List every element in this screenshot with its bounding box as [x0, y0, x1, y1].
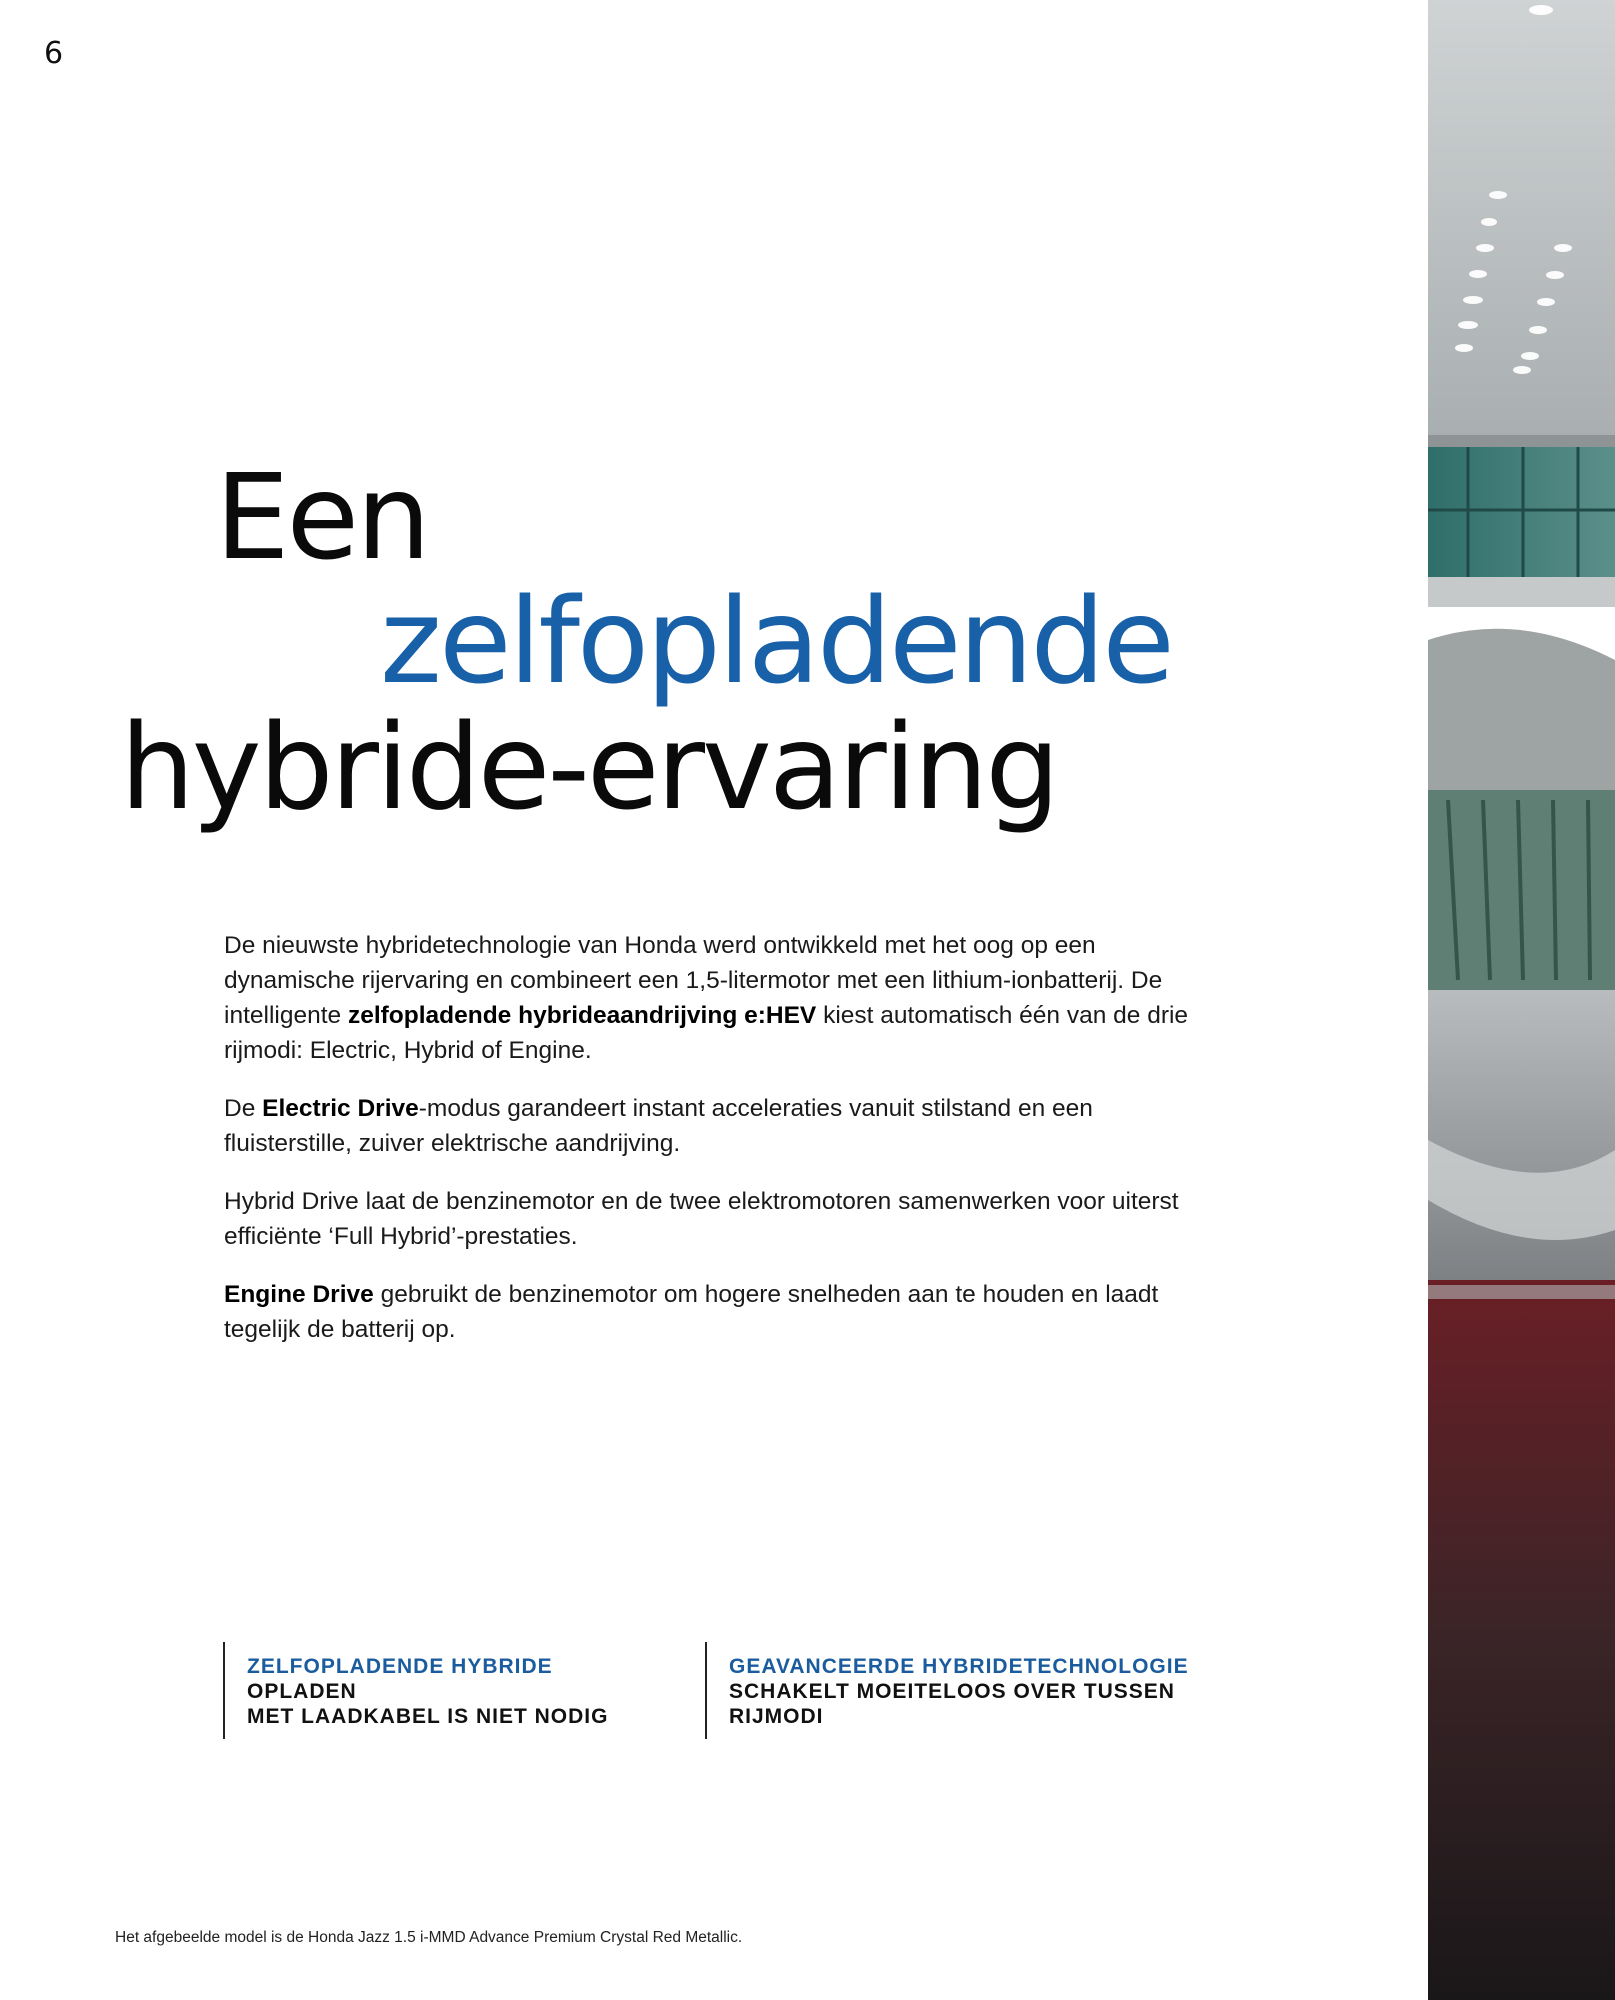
feature-title: GEAVANCEERDE HYBRIDETECHNOLOGIE	[729, 1655, 1189, 1678]
paragraph-intro-text-end: kiest automatisch één van de drie rijmodi: Electric, Hybrid of Engine.	[224, 1002, 1189, 1064]
paragraph-hybrid-drive: Hybrid Drive laat de benzinemotor en de twee elektromotoren samenwerken voor uiterst efficiënte ‘Full Hybrid’-prestaties.	[224, 1188, 1179, 1250]
feature-line: MET LAADKABEL IS NIET NODIG	[247, 1705, 609, 1728]
paragraph-intro	[224, 928, 1214, 1068]
paragraph-electric-text-end: -modus garandeert instant acceleraties vanuit stilstand en een fluisterstille, zuiver elektrische aandrijving.	[224, 1095, 1093, 1157]
feature-self-charging	[223, 1642, 687, 1739]
feature-line: OPLADEN	[247, 1680, 357, 1703]
car-showroom-photo	[1428, 0, 1615, 2000]
headline-line-een: Een	[215, 448, 428, 586]
paragraph-intro-text: De nieuwste hybridetechnologie van Honda werd ontwikkeld met het oog op een dynamische rijervaring en combineert een 1,5-litermotor met een lithium-ionbatterij. De intelligente	[224, 932, 1163, 1029]
paragraph-electric-text: De	[224, 1095, 263, 1122]
paragraph-electric-bold: Electric Drive	[262, 1095, 419, 1122]
feature-title: ZELFOPLADENDE HYBRIDE	[247, 1655, 553, 1678]
feature-line: RIJMODI	[729, 1705, 824, 1728]
paragraph-engine-drive	[224, 1277, 1214, 1347]
paragraph-intro-bold: zelfopladende hybrideaandrijving e:HEV	[347, 1002, 817, 1029]
page-number: 6	[44, 36, 64, 71]
headline-line-zelfopladende: zelfopladende	[380, 572, 1172, 710]
feature-advanced-hybrid	[705, 1642, 1249, 1739]
headline-line-hybride-ervaring: hybride-ervaring	[120, 698, 1058, 836]
footnote: Het afgebeelde model is de Honda Jazz 1.5 i-MMD Advance Premium Crystal Red Metallic.	[115, 1929, 743, 1946]
paragraph-engine-bold: Engine Drive	[224, 1281, 374, 1308]
feature-line: SCHAKELT MOEITELOOS OVER TUSSEN	[729, 1680, 1175, 1703]
paragraph-electric-drive	[224, 1091, 1214, 1161]
body-text	[224, 928, 1214, 1370]
paragraph-engine-text: gebruikt de benzinemotor om hogere snelheden aan te houden en laadt tegelijk de batterij op.	[224, 1281, 1159, 1343]
